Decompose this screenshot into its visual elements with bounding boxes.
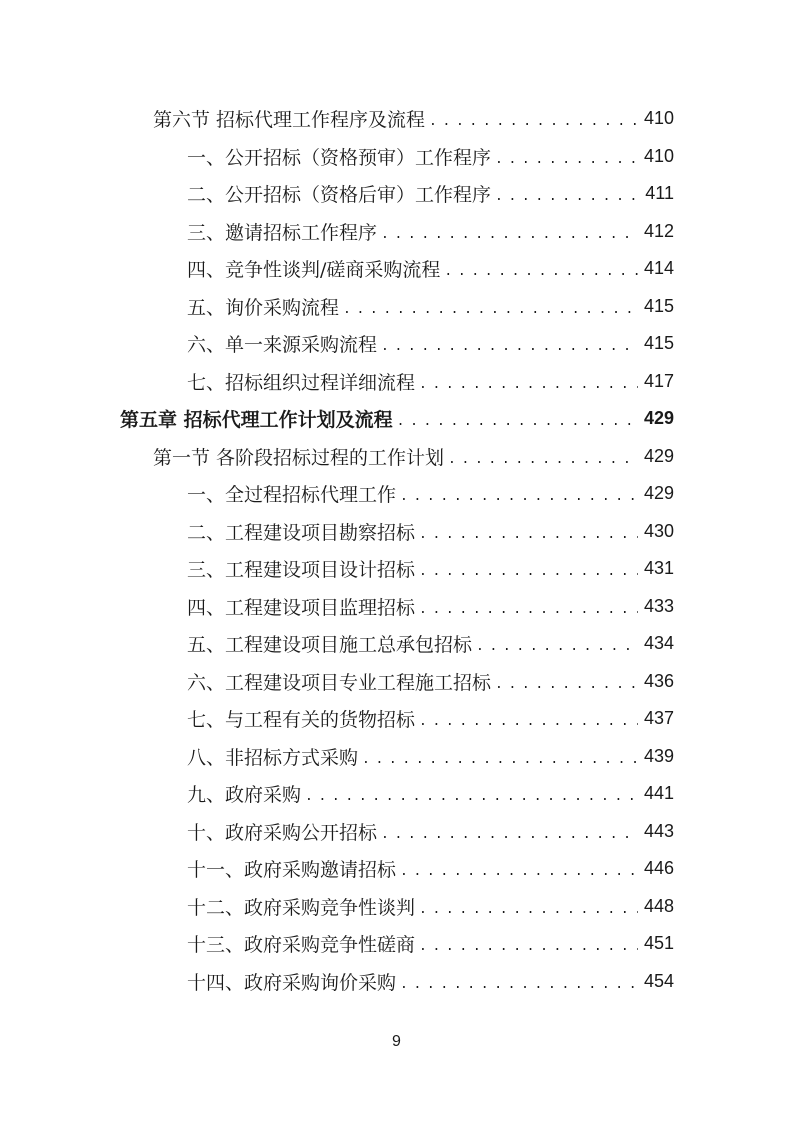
toc-entry-page: 431 — [643, 558, 674, 579]
toc-entry-title: 三、工程建设项目设计招标 — [187, 559, 416, 582]
toc-entry-page: 437 — [643, 708, 674, 729]
toc-entry-title: 七、与工程有关的货物招标 — [187, 709, 416, 732]
toc-leader-dots — [419, 564, 638, 579]
toc-entry-page: 411 — [645, 183, 674, 204]
toc-entry-title: 十、政府采购公开招标 — [187, 821, 378, 844]
toc-leader-dots — [400, 864, 638, 879]
toc-leader-dots — [381, 227, 638, 242]
toc-entry-title: 三、邀请招标工作程序 — [187, 221, 378, 244]
toc-leader-dots — [419, 527, 638, 542]
toc-leader-dots — [362, 752, 638, 767]
toc-leader-dots — [419, 939, 638, 954]
toc-entry[interactable] — [0, 325, 793, 363]
toc-entry-page: 443 — [643, 820, 674, 841]
toc-entry-page: 414 — [643, 258, 674, 279]
toc-entry[interactable] — [0, 175, 793, 213]
toc-entry[interactable] — [0, 625, 793, 663]
toc-leader-dots — [419, 714, 638, 729]
toc-entry-title: 四、工程建设项目监理招标 — [187, 596, 416, 619]
toc-entry-title: 七、招标组织过程详细流程 — [187, 371, 416, 394]
toc-entry-title: 五、工程建设项目施工总承包招标 — [187, 634, 473, 657]
page-number: 9 — [392, 1033, 401, 1050]
toc-entry[interactable] — [0, 850, 793, 888]
toc-entry-title: 六、单一来源采购流程 — [187, 334, 378, 357]
toc-leader-dots — [305, 789, 638, 804]
toc-entry-title: 十三、政府采购竞争性磋商 — [187, 934, 416, 957]
toc-entry[interactable] — [0, 663, 793, 701]
toc-leader-dots — [419, 602, 638, 617]
toc-leader-dots — [397, 414, 638, 429]
toc-entry-title: 一、全过程招标代理工作 — [187, 484, 397, 507]
toc-leader-dots — [495, 677, 638, 692]
toc-entry-page: 446 — [643, 858, 674, 879]
toc-entry-title: 第六节 招标代理工作程序及流程 — [153, 109, 426, 132]
toc-entry[interactable] — [0, 363, 793, 401]
toc-entry-title: 四、竞争性谈判/磋商采购流程 — [187, 259, 441, 282]
toc-entry-page: 454 — [643, 970, 674, 991]
toc-entry-title: 六、工程建设项目专业工程施工招标 — [187, 671, 492, 694]
toc-entry-page: 441 — [643, 783, 674, 804]
toc-entry-page: 439 — [643, 745, 674, 766]
toc-entry-page: 429 — [643, 483, 674, 504]
toc-leader-dots — [495, 189, 639, 204]
toc-entry-page: 417 — [643, 370, 674, 391]
toc-entry-page: 415 — [643, 333, 674, 354]
toc-entry[interactable] — [0, 775, 793, 813]
toc-leader-dots — [448, 452, 638, 467]
toc-entry[interactable] — [0, 513, 793, 551]
toc-entry[interactable] — [0, 213, 793, 251]
toc-leader-dots — [343, 302, 638, 317]
toc-entry-title: 二、公开招标（资格后审）工作程序 — [187, 184, 492, 207]
toc-entry-page: 429 — [643, 445, 674, 466]
toc-leader-dots — [444, 264, 638, 279]
toc-leader-dots — [400, 489, 638, 504]
toc-leader-dots — [495, 152, 638, 167]
toc-entry[interactable] — [0, 925, 793, 963]
toc-leader-dots — [381, 339, 638, 354]
toc-entry-page: 415 — [643, 295, 674, 316]
toc-entry-page: 412 — [643, 220, 674, 241]
toc-entry-page: 448 — [643, 895, 674, 916]
toc-entry[interactable] — [0, 550, 793, 588]
toc-entry-title: 二、工程建设项目勘察招标 — [187, 521, 416, 544]
toc-entry[interactable] — [0, 250, 793, 288]
toc-entry-page: 429 — [643, 408, 674, 429]
toc-entry-title: 十一、政府采购邀请招标 — [187, 859, 397, 882]
toc-leader-dots — [381, 827, 638, 842]
toc-entry-title: 第一节 各阶段招标过程的工作计划 — [153, 446, 445, 469]
toc-entry[interactable] — [0, 438, 793, 476]
toc-entry-title: 第五章 招标代理工作计划及流程 — [120, 409, 393, 432]
toc-entry-page: 433 — [643, 595, 674, 616]
toc-entry-page: 410 — [643, 108, 674, 129]
toc-entry-title: 十四、政府采购询价采购 — [187, 971, 397, 994]
toc-leader-dots — [400, 977, 638, 992]
toc-entry-title: 十二、政府采购竞争性谈判 — [187, 896, 416, 919]
toc-entry[interactable] — [0, 738, 793, 776]
toc-leader-dots — [429, 114, 638, 129]
toc-entry-page: 430 — [643, 520, 674, 541]
toc-leader-dots — [419, 377, 638, 392]
toc-entry[interactable] — [0, 475, 793, 513]
toc-entry-page: 436 — [643, 670, 674, 691]
toc-leader-dots — [419, 902, 638, 917]
toc-entry[interactable] — [0, 700, 793, 738]
toc-entry[interactable] — [0, 138, 793, 176]
toc-entry[interactable] — [0, 588, 793, 626]
toc-entry-page: 410 — [643, 145, 674, 166]
toc-leader-dots — [476, 639, 638, 654]
toc-entry[interactable] — [0, 813, 793, 851]
toc-entry-page: 434 — [643, 633, 674, 654]
table-of-contents — [0, 100, 793, 1000]
toc-entry[interactable] — [0, 288, 793, 326]
toc-entry-page: 451 — [643, 933, 674, 954]
toc-entry[interactable] — [0, 963, 793, 1001]
toc-entry-title: 一、公开招标（资格预审）工作程序 — [187, 146, 492, 169]
toc-entry-title: 九、政府采购 — [187, 784, 302, 807]
toc-entry[interactable] — [0, 100, 793, 138]
toc-chapter-entry[interactable] — [0, 400, 793, 438]
toc-entry-title: 八、非招标方式采购 — [187, 746, 359, 769]
toc-entry-title: 五、询价采购流程 — [187, 296, 340, 319]
toc-entry[interactable] — [0, 888, 793, 926]
